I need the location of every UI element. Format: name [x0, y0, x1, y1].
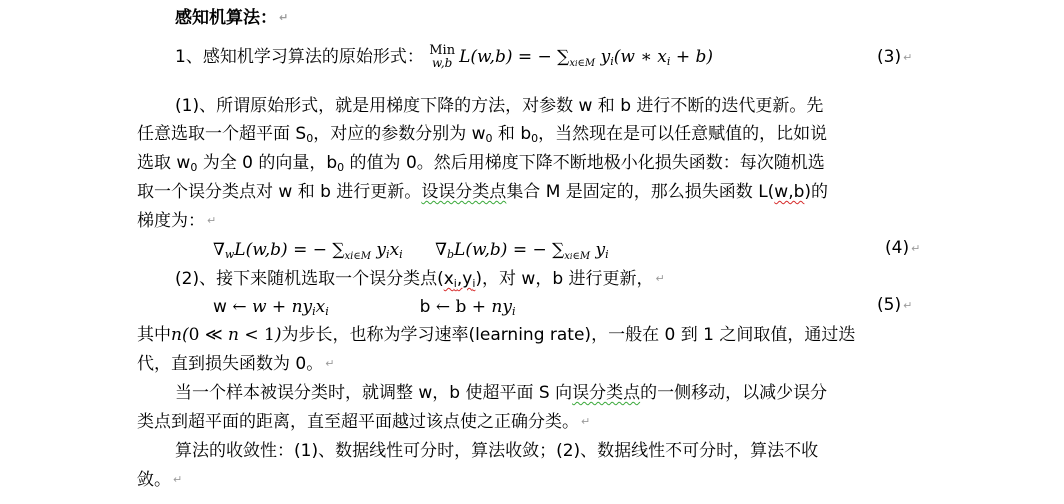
min-operator: Min w,b [429, 43, 456, 70]
p1-line-4: 取一个误分类点对 w 和 b 进行更新。设误分类点集合 M 是固定的，那么损失函数 L(w,b)的 [137, 182, 829, 202]
p2-line: (2)、接下来随机选取一个误分类点$(x_i,y_i)$，对 w，b 进行更新， ↵ [175, 269, 665, 290]
equation-3-line [175, 45, 713, 76]
p1-line-3: 选取 $w_0$ 为全 0 的向量，$b_0$ 的值为 0。然后用梯度下降不断地极小化损失函数：每次随机选 [137, 153, 825, 174]
equation-4-number: (4) ↵ [885, 238, 921, 258]
paragraph-mark: ↵ [279, 11, 289, 24]
s1-label: 1、感知机学习算法的原始形式： [175, 47, 424, 67]
p1-line-5: 梯度为： ↵ [137, 211, 217, 231]
p5-line-1: 算法的收敛性：(1)、数据线性可分时，算法收敛；(2)、数据线性不可分时，算法不收 [175, 441, 819, 461]
p4-line-1: 当一个样本被误分类时，就调整 w，b 使超平面 S 向误分类点的一侧移动，以减少误分 [175, 383, 828, 403]
equation-3: L(w,b) = − $\sum_{xi\in M}$ $y_i(w$ ∗ $x_i + b$) [459, 47, 713, 69]
section-title [175, 6, 288, 30]
equation-5: w ← $w + ny_ix_i$ b ← $b + ny_i$ [213, 297, 516, 318]
p1-line-1-text: (1)、所谓原始形式，就是用梯度下降的方法，对参数 w 和 b 进行不断的迭代更新。先 [175, 96, 824, 116]
spellcheck-underline: 误分类点 [572, 383, 641, 403]
p3-line-1: 其中n(0 ≪ n < 1)为步长，也称为学习速率(learning rate)，一般在 0 到 1 之间取值，通过迭 [137, 325, 856, 345]
spellcheck-underline: w,b [774, 182, 805, 202]
equation-5-number: (5) ↵ [877, 295, 913, 315]
section-title-text: 感知机算法： [175, 8, 277, 28]
p5-line-2: 敛。 ↵ [137, 470, 183, 490]
p1-line-1 [175, 94, 823, 118]
spellcheck-underline: 设误分类点 [421, 182, 507, 202]
equation-3-number: (3) ↵ [877, 47, 913, 67]
equation-4: $\nabla_wL(w,b)$ = − $\sum_{xi\in M}$ $y_ix_i$ $\nabla_bL(w,b)$ = − $\sum_{xi\in M}$ $y_i$ [213, 240, 609, 262]
p1-line-2: 任意选取一个超平面 $S_0$，对应的参数分别为 $w_0$ 和 $b_0$，当然现在是可以任意赋值的，比如说 [137, 124, 828, 145]
p4-line-2: 类点到超平面的距离，直至超平面越过该点使之正确分类。 ↵ [137, 412, 591, 432]
p3-line-2: 代，直到损失函数为 0。 ↵ [137, 354, 335, 374]
